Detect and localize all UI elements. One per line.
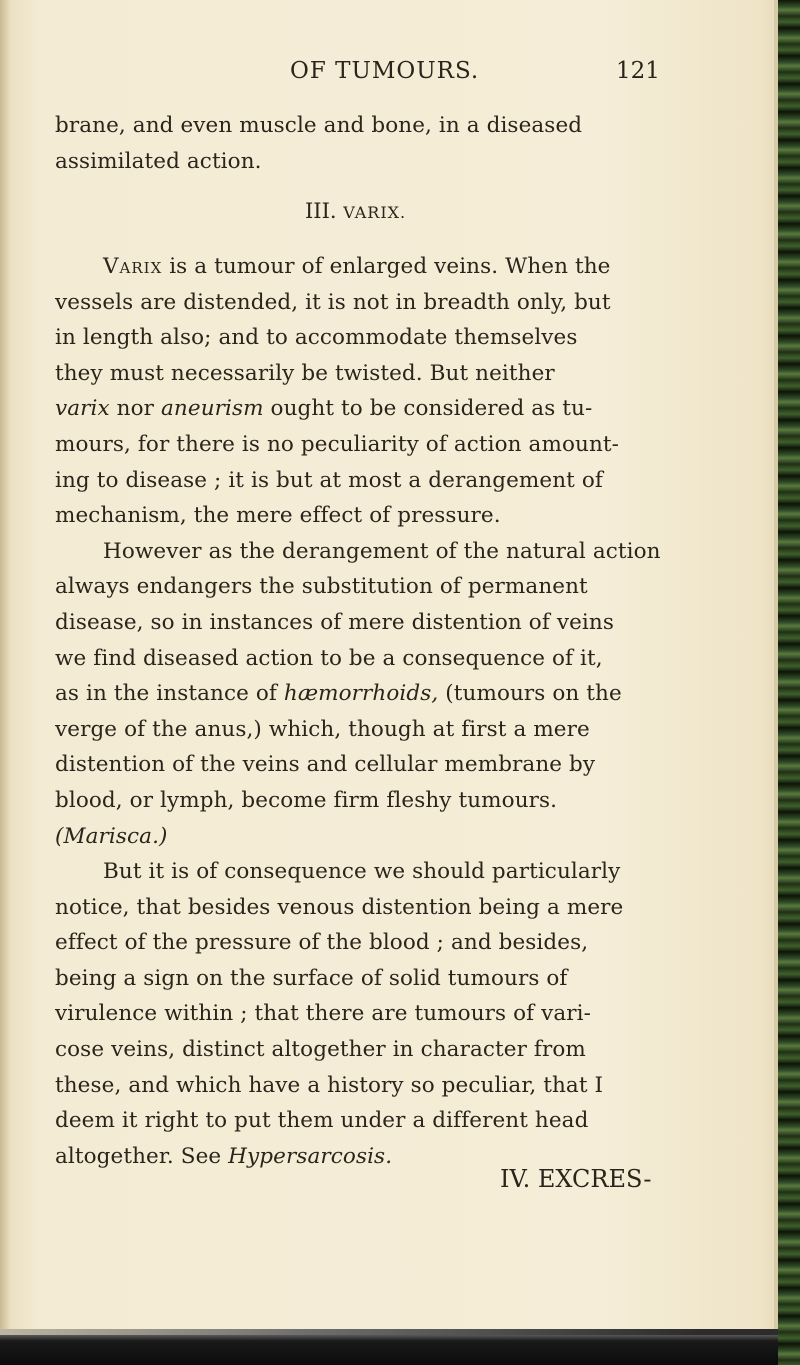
text-line: these, and which have a history so peculiar, that I (55, 1072, 604, 1098)
section-numeral: III. (305, 199, 337, 223)
text-line: brane, and even muscle and bone, in a diseased (55, 113, 583, 138)
text-line: verge of the anus,) which, though at first a mere (55, 716, 590, 742)
scan-bottom-edge (0, 1333, 778, 1365)
text-line: However as the derangement of the natural action (103, 538, 661, 564)
text-line: deem it right to put them under a different head (55, 1108, 589, 1134)
italic-term: aneurism (161, 396, 264, 422)
text-line: effect of the pressure of the blood ; and besides, (55, 930, 589, 956)
italic-term: (Marisca.) (55, 823, 168, 849)
intro-continuation (55, 108, 655, 179)
text-line: distention of the veins and cellular membrane by (55, 752, 596, 778)
text-line: But it is of consequence we should particularly (103, 859, 621, 885)
text-line: Varix is a tumour of enlarged veins. When the (103, 254, 611, 279)
text-line: ing to disease ; it is but at most a derangement of (55, 467, 603, 493)
text-line: as in the instance of hæmorrhoids, (tumours on the (55, 681, 622, 707)
catchword: IV. EXCRES- (500, 1165, 652, 1193)
text-line: blood, or lymph, become firm fleshy tumours. (55, 787, 558, 813)
page-header (0, 58, 800, 98)
text-line: assimilated action. (55, 148, 262, 174)
text-line: notice, that besides venous distention being a mere (55, 894, 624, 920)
text-line: varix nor aneurism ought to be considered as tu- (55, 396, 593, 422)
text-line: altogether. See Hypersarcosis. (55, 1143, 393, 1169)
italic-term: hæmorrhoids, (283, 681, 439, 707)
text-line: disease, so in instances of mere distention of veins (55, 609, 614, 635)
text-line: we find diseased action to be a consequence of it, (55, 645, 603, 671)
text-line: mechanism, the mere effect of pressure. (55, 503, 501, 529)
book-binding-strip (778, 0, 800, 1365)
text-line: cose veins, distinct altogether in character from (55, 1037, 586, 1063)
text-line: they must necessarily be twisted. But neither (55, 360, 555, 386)
text-line: always endangers the substitution of permanent (55, 574, 588, 600)
text-line: virulence within ; that there are tumours of vari- (55, 1001, 592, 1027)
text-line (55, 819, 655, 855)
page-number: 121 (616, 58, 660, 84)
italic-term: Hypersarcosis. (228, 1143, 393, 1169)
text-line: in length also; and to accommodate themselves (55, 325, 578, 351)
italic-term: varix (55, 396, 110, 422)
paragraph-varix (55, 249, 661, 1174)
text-line: mours, for there is no peculiarity of action amount- (55, 431, 619, 457)
section-heading (305, 199, 406, 223)
section-title: VARIX. (343, 203, 407, 222)
page-left-edge (0, 0, 10, 1365)
lead-word: Varix (103, 254, 163, 279)
text-line: vessels are distended, it is not in breadth only, but (55, 289, 611, 315)
text-line: being a sign on the surface of solid tumours of (55, 965, 568, 991)
running-title: OF TUMOURS. (290, 58, 480, 84)
